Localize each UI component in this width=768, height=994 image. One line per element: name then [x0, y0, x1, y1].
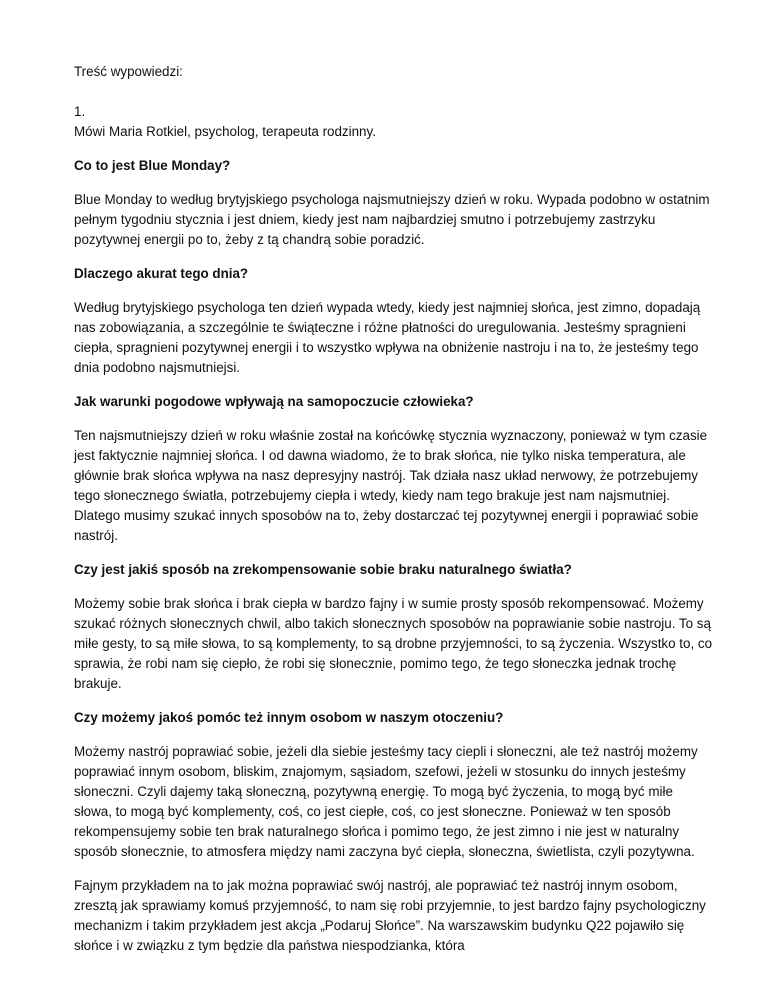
question-heading: Czy możemy jakoś pomóc też innym osobom w naszym otoczeniu? — [74, 710, 504, 725]
question-heading: Czy jest jakiś sposób na zrekompensowanie sobie braku naturalnego światła? — [74, 562, 572, 577]
answer-paragraph: Fajnym przykładem na to jak można poprawiać swój nastrój, ale poprawiać też nastrój innym osobom, zresztą jak sprawiamy komuś przyjemność, to nam się robi przyjemnie, to jest bardzo fajny psychologiczny mechanizm i takim przykładem jest akcja „Podaruj Słońce”. Na warszawskim budynku Q22 pojawiło się słońce i w związku z tym będzie dla państwa niespodzianka, która — [74, 878, 706, 953]
question-heading: Co to jest Blue Monday? — [74, 158, 231, 173]
document-page — [74, 62, 714, 970]
answer-paragraph: Blue Monday to według brytyjskiego psychologa najsmutniejszy dzień w roku. Wypada podobno w ostatnim pełnym tygodniu stycznia i jest dniem, kiedy jest nam najbardziej smutno i potrzebujemy zastrzyku pozytywnej energii po to, żeby z tą chandrą sobie poradzić. — [74, 192, 710, 247]
section-number: 1. — [74, 104, 86, 119]
question-heading: Jak warunki pogodowe wpływają na samopoczucie człowieka? — [74, 394, 474, 409]
intro-label: Treść wypowiedzi: — [74, 64, 183, 79]
answer-paragraph: Według brytyjskiego psychologa ten dzień wypada wtedy, kiedy jest najmniej słońca, jest zimno, dopadają nas zobowiązania, a szczególnie te świąteczne i różne płatności do uregulowania. Jesteśmy spragnieni ciepła, spragnieni pozytywnej energii i to wszystko wpływa na obniżenie nastroju i na to, że jesteśmy tego dnia podobno najsmutniejsi. — [74, 300, 701, 375]
question-heading: Dlaczego akurat tego dnia? — [74, 266, 249, 281]
speaker-line: Mówi Maria Rotkiel, psycholog, terapeuta rodzinny. — [74, 124, 376, 139]
answer-paragraph: Możemy sobie brak słońca i brak ciepła w bardzo fajny i w sumie prosty sposób rekompensować. Możemy szukać różnych słonecznych chwil, albo takich słonecznych sposobów na poprawianie sobie nastroju. To są miłe gesty, to są miłe słowa, to są komplementy, to są drobne przyjemności, to są życzenia. Wszystko to, co sprawia, że robi nam się ciepło, że robi się słonecznie, pomimo tego, że tego słoneczka jednak trochę brakuje. — [74, 596, 713, 691]
answer-paragraph: Możemy nastrój poprawiać sobie, jeżeli dla siebie jesteśmy tacy ciepli i słoneczni, ale też nastrój możemy poprawiać innym osobom, bliskim, znajomym, sąsiadom, szefowi, jeżeli w stosunku do innych jesteśmy słoneczni. Czyli dajemy taką słoneczną, pozytywną energię. To mogą być życzenia, to mogą być miłe słowa, to mogą być komplementy, coś, co jest ciepłe, coś, co jest słoneczne. Ponieważ w ten sposób rekompensujemy sobie ten brak naturalnego słońca i pomimo tego, że jest zimno i nie jest w naturalny sposób słonecznie, to atmosfera między nami zaczyna być ciepła, słoneczna, świetlista, czyli pozytywna. — [74, 744, 698, 859]
answer-paragraph: Ten najsmutniejszy dzień w roku właśnie został na końcówkę stycznia wyznaczony, ponieważ w tym czasie jest faktycznie najmniej słońca. I od dawna wiadomo, że to brak słońca, nie tylko niska temperatura, ale głównie brak słońca wpływa na nasz depresyjny nastrój. Tak działa nasz układ nerwowy, że potrzebujemy tego słonecznego światła, potrzebujemy ciepła i wtedy, kiedy nam tego brakuje jest nam najsmutniej. Dlatego musimy szukać innych sposobów na to, żeby dostarczać tej pozytywnej energii i poprawiać sobie nastrój. — [74, 428, 708, 543]
